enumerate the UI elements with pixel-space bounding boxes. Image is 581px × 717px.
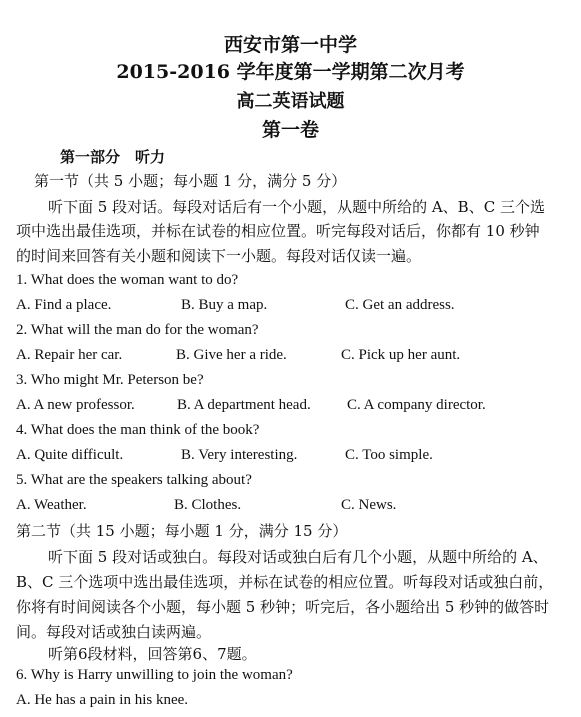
question-stem: 6. Why is Harry unwilling to join the woman?: [16, 667, 293, 683]
part-1-title: 第一部分 听力: [60, 148, 166, 166]
section-2-title: 第二节（共 15 小题；每小题 1 分，满分 15 分）: [16, 522, 348, 540]
option-a: A. Find a place.: [16, 297, 112, 313]
question-stem: 5. What are the speakers talking about?: [16, 472, 252, 488]
question-stem: 2. What will the man do for the woman?: [16, 322, 259, 338]
option-a: A. Quite difficult.: [16, 447, 124, 463]
exam-term: 2015-2016 学年度第一学期第二次月考: [116, 61, 465, 83]
section-1-title: 第一节（共 5 小题；每小题 1 分，满分 5 分）: [34, 172, 347, 190]
exam-subject: 高二英语试题: [236, 91, 345, 112]
question-stem: 3. Who might Mr. Peterson be?: [16, 372, 204, 388]
instruction-line: 听下面 5 段对话。每段对话后有一个小题，从题中所给的 A、B、C 三个选: [48, 198, 545, 216]
option-c: C. News.: [341, 497, 397, 513]
option-c: C. Too simple.: [345, 447, 433, 463]
instruction-line: 的时间来回答有关小题和阅读下一小题。每段对话仅读一遍。: [16, 247, 422, 265]
option-b: B. Buy a map.: [181, 297, 268, 313]
option-b: B. Very interesting.: [181, 447, 298, 463]
question-stem: 4. What does the man think of the book?: [16, 422, 260, 438]
exam-volume: 第一卷: [261, 119, 319, 141]
option-b: B. A department head.: [177, 397, 311, 413]
option-a: A. He has a pain in his knee.: [16, 692, 189, 708]
option-a: A. Repair her car.: [16, 347, 123, 363]
option-c: C. Pick up her aunt.: [341, 347, 461, 363]
instruction-line: 你将有时间阅读各个小题，每小题 5 秒钟；听完后，各小题给出 5 秒钟的做答时: [16, 598, 550, 616]
instruction-line: 间。每段对话或独白读两遍。: [16, 623, 212, 641]
school-name: 西安市第一中学: [223, 34, 357, 56]
material-note: 听第6段材料，回答第6、7题。: [48, 645, 257, 663]
instruction-line: B、C 三个选项中选出最佳选项，并标在试卷的相应位置。听每段对话或独白前，: [16, 573, 554, 591]
option-b: B. Give her a ride.: [176, 347, 287, 363]
instruction-line: 项中选出最佳选项，并标在试卷的相应位置。听完每段对话后，你都有 10 秒钟: [16, 222, 540, 240]
option-c: C. Get an address.: [345, 297, 455, 313]
question-stem: 1. What does the woman want to do?: [16, 272, 239, 288]
option-b: B. Clothes.: [174, 497, 242, 513]
option-a: A. Weather.: [16, 497, 87, 513]
option-a: A. A new professor.: [16, 397, 135, 413]
option-c: C. A company director.: [347, 397, 486, 413]
instruction-line: 听下面 5 段对话或独白。每段对话或独白后有几个小题，从题中所给的 A、: [48, 548, 548, 566]
